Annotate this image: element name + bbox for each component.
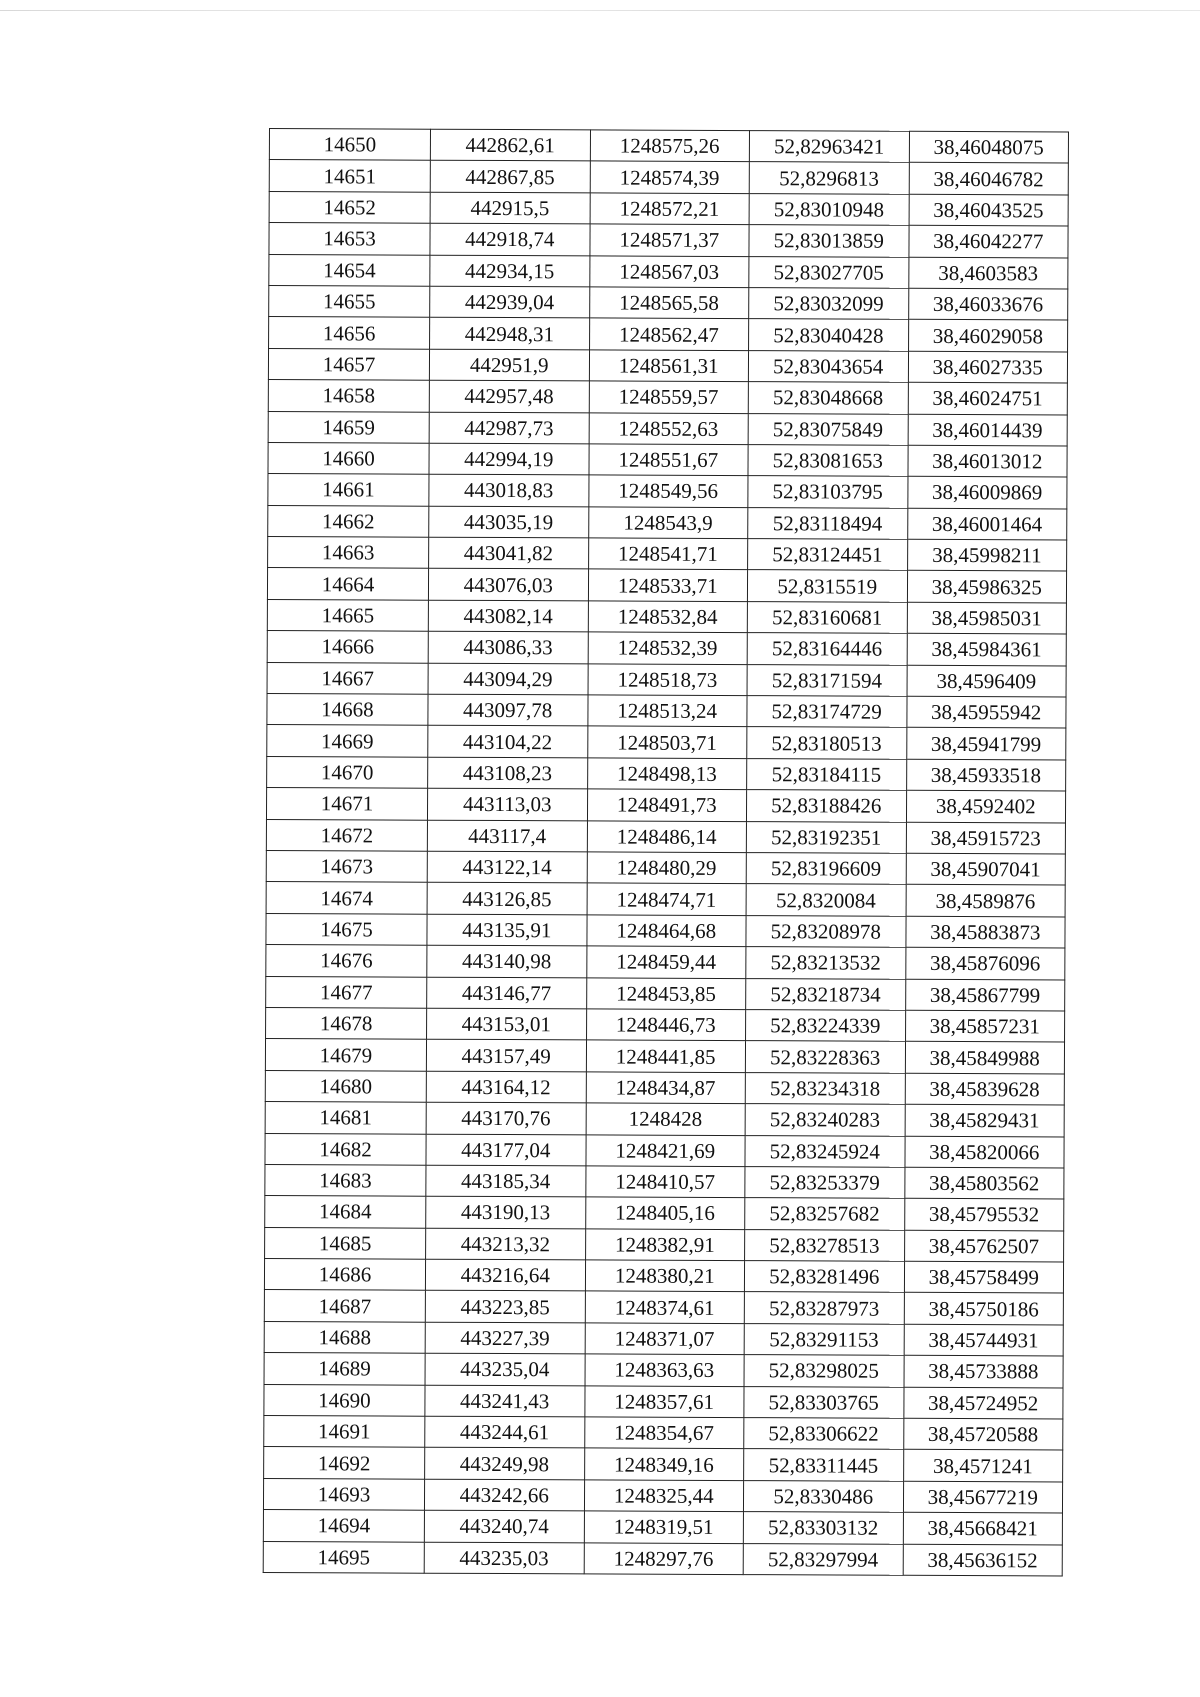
- table-row: [266, 850, 1065, 885]
- longitude-cell: 38,45915723: [906, 822, 1066, 854]
- y-coordinate-cell: 1248371,07: [585, 1323, 745, 1355]
- x-coordinate-cell: 443140,98: [427, 945, 587, 977]
- x-coordinate-cell: 443235,03: [424, 1542, 584, 1574]
- latitude-cell: 52,8315519: [747, 570, 907, 602]
- longitude-cell: 38,45941799: [906, 728, 1066, 760]
- point-number-cell: 14677: [266, 976, 427, 1008]
- point-number-cell: 14655: [269, 285, 430, 317]
- longitude-cell: 38,46048075: [909, 131, 1069, 163]
- latitude-cell: 52,83171594: [747, 664, 907, 696]
- point-number-cell: 14654: [269, 254, 430, 286]
- point-number-cell: 14688: [264, 1321, 425, 1353]
- point-number-cell: 14666: [267, 631, 428, 663]
- table-row: [263, 1510, 1062, 1545]
- longitude-cell: 38,45733888: [904, 1356, 1064, 1388]
- latitude-cell: 52,83103795: [748, 476, 908, 508]
- x-coordinate-cell: 442951,9: [429, 349, 589, 381]
- y-coordinate-cell: 1248441,85: [586, 1040, 746, 1072]
- latitude-cell: 52,82963421: [749, 131, 909, 163]
- longitude-cell: 38,45750186: [904, 1293, 1064, 1325]
- y-coordinate-cell: 1248446,73: [586, 1009, 746, 1041]
- latitude-cell: 52,83303132: [743, 1512, 903, 1544]
- y-coordinate-cell: 1248357,61: [584, 1386, 744, 1418]
- longitude-cell: 38,46014439: [908, 414, 1068, 446]
- table-row: [265, 1070, 1064, 1105]
- longitude-cell: 38,45668421: [903, 1512, 1063, 1544]
- longitude-cell: 38,45883873: [905, 916, 1065, 948]
- latitude-cell: 52,83118494: [748, 507, 908, 539]
- longitude-cell: 38,45867799: [905, 979, 1065, 1011]
- y-coordinate-cell: 1248575,26: [590, 130, 750, 162]
- table-row: [268, 537, 1067, 572]
- latitude-cell: 52,83208978: [746, 915, 906, 947]
- y-coordinate-cell: 1248374,61: [585, 1291, 745, 1323]
- latitude-cell: 52,83303765: [744, 1386, 904, 1418]
- latitude-cell: 52,83287973: [744, 1292, 904, 1324]
- y-coordinate-cell: 1248380,21: [585, 1260, 745, 1292]
- latitude-cell: 52,83081653: [748, 444, 908, 476]
- latitude-cell: 52,8320084: [746, 884, 906, 916]
- longitude-cell: 38,45803562: [904, 1167, 1064, 1199]
- x-coordinate-cell: 443227,39: [425, 1322, 585, 1354]
- x-coordinate-cell: 442915,5: [430, 192, 590, 224]
- x-coordinate-cell: 443249,98: [425, 1448, 585, 1480]
- y-coordinate-cell: 1248498,13: [587, 758, 747, 790]
- table-row: [266, 819, 1065, 854]
- latitude-cell: 52,83013859: [749, 225, 909, 257]
- longitude-cell: 38,46001464: [907, 508, 1067, 540]
- point-number-cell: 14663: [268, 537, 429, 569]
- longitude-cell: 38,45984361: [907, 634, 1067, 666]
- x-coordinate-cell: 443235,04: [425, 1353, 585, 1385]
- point-number-cell: 14695: [263, 1541, 424, 1573]
- x-coordinate-cell: 442987,73: [429, 412, 589, 444]
- coordinates-table-body: [263, 129, 1068, 1576]
- longitude-cell: 38,46042277: [908, 225, 1068, 257]
- latitude-cell: 52,83278513: [745, 1229, 905, 1261]
- y-coordinate-cell: 1248459,44: [586, 946, 746, 978]
- table-row: [268, 442, 1067, 477]
- y-coordinate-cell: 1248363,63: [585, 1354, 745, 1386]
- latitude-cell: 52,83160681: [747, 601, 907, 633]
- x-coordinate-cell: 443113,03: [427, 788, 587, 820]
- longitude-cell: 38,46027335: [908, 351, 1068, 383]
- x-coordinate-cell: 443035,19: [429, 506, 589, 538]
- y-coordinate-cell: 1248543,9: [588, 507, 748, 539]
- table-row: [266, 788, 1065, 823]
- x-coordinate-cell: 442862,61: [430, 129, 590, 161]
- latitude-cell: 52,83218734: [746, 978, 906, 1010]
- latitude-cell: 52,83184115: [747, 758, 907, 790]
- x-coordinate-cell: 443223,85: [425, 1291, 585, 1323]
- latitude-cell: 52,83213532: [746, 947, 906, 979]
- y-coordinate-cell: 1248513,24: [587, 695, 747, 727]
- y-coordinate-cell: 1248574,39: [590, 161, 750, 193]
- longitude-cell: 38,45677219: [903, 1481, 1063, 1513]
- y-coordinate-cell: 1248319,51: [584, 1511, 744, 1543]
- table-row: [264, 1353, 1063, 1388]
- longitude-cell: 38,45849988: [905, 1042, 1065, 1074]
- table-row: [266, 945, 1065, 980]
- point-number-cell: 14672: [266, 819, 427, 851]
- point-number-cell: 14661: [268, 474, 429, 506]
- point-number-cell: 14686: [264, 1259, 425, 1291]
- latitude-cell: 52,83032099: [749, 288, 909, 320]
- latitude-cell: 52,83253379: [745, 1166, 905, 1198]
- longitude-cell: 38,45829431: [905, 1104, 1065, 1136]
- latitude-cell: 52,83298025: [744, 1355, 904, 1387]
- point-number-cell: 14674: [266, 882, 427, 914]
- longitude-cell: 38,4592402: [906, 790, 1066, 822]
- latitude-cell: 52,83010948: [749, 193, 909, 225]
- point-number-cell: 14671: [266, 788, 427, 820]
- point-number-cell: 14685: [265, 1227, 426, 1259]
- latitude-cell: 52,83297994: [743, 1543, 903, 1575]
- x-coordinate-cell: 443082,14: [428, 600, 588, 632]
- point-number-cell: 14659: [268, 411, 429, 443]
- x-coordinate-cell: 443177,04: [426, 1134, 586, 1166]
- x-coordinate-cell: 443157,49: [426, 1040, 586, 1072]
- longitude-cell: 38,45933518: [906, 759, 1066, 791]
- table-row: [265, 1102, 1064, 1137]
- point-number-cell: 14656: [269, 317, 430, 349]
- y-coordinate-cell: 1248541,71: [588, 538, 748, 570]
- point-number-cell: 14669: [267, 725, 428, 757]
- y-coordinate-cell: 1248453,85: [586, 977, 746, 1009]
- latitude-cell: 52,83192351: [746, 821, 906, 853]
- latitude-cell: 52,83311445: [744, 1449, 904, 1481]
- y-coordinate-cell: 1248561,31: [589, 350, 749, 382]
- longitude-cell: 38,45986325: [907, 571, 1067, 603]
- latitude-cell: 52,83257682: [745, 1198, 905, 1230]
- y-coordinate-cell: 1248297,76: [584, 1542, 744, 1574]
- point-number-cell: 14673: [266, 850, 427, 882]
- y-coordinate-cell: 1248486,14: [587, 820, 747, 852]
- y-coordinate-cell: 1248565,58: [589, 287, 749, 319]
- point-number-cell: 14679: [265, 1039, 426, 1071]
- longitude-cell: 38,46024751: [908, 382, 1068, 414]
- x-coordinate-cell: 442918,74: [430, 223, 590, 255]
- y-coordinate-cell: 1248480,29: [587, 852, 747, 884]
- longitude-cell: 38,4589876: [906, 885, 1066, 917]
- table-row: [263, 1478, 1062, 1513]
- point-number-cell: 14675: [266, 913, 427, 945]
- longitude-cell: 38,45955942: [906, 696, 1066, 728]
- table-row: [267, 662, 1066, 697]
- longitude-cell: 38,45985031: [907, 602, 1067, 634]
- x-coordinate-cell: 443097,78: [428, 694, 588, 726]
- x-coordinate-cell: 443170,76: [426, 1102, 586, 1134]
- x-coordinate-cell: 443122,14: [427, 851, 587, 883]
- y-coordinate-cell: 1248491,73: [587, 789, 747, 821]
- longitude-cell: 38,45744931: [904, 1324, 1064, 1356]
- x-coordinate-cell: 443241,43: [425, 1385, 585, 1417]
- longitude-cell: 38,46009869: [907, 477, 1067, 509]
- longitude-cell: 38,46046782: [909, 163, 1069, 195]
- point-number-cell: 14681: [265, 1102, 426, 1134]
- longitude-cell: 38,45720588: [903, 1418, 1063, 1450]
- point-number-cell: 14676: [266, 945, 427, 977]
- y-coordinate-cell: 1248532,84: [588, 601, 748, 633]
- table-row: [268, 348, 1067, 383]
- y-coordinate-cell: 1248571,37: [589, 224, 749, 256]
- table-row: [268, 411, 1067, 446]
- latitude-cell: 52,83180513: [747, 727, 907, 759]
- table-row: [269, 129, 1068, 164]
- latitude-cell: 52,83164446: [747, 633, 907, 665]
- table-row: [265, 1039, 1064, 1074]
- longitude-cell: 38,45876096: [905, 947, 1065, 979]
- point-number-cell: 14668: [267, 694, 428, 726]
- longitude-cell: 38,4603583: [908, 257, 1068, 289]
- point-number-cell: 14664: [267, 568, 428, 600]
- x-coordinate-cell: 443216,64: [425, 1259, 585, 1291]
- table-row: [267, 599, 1066, 634]
- x-coordinate-cell: 443153,01: [427, 1008, 587, 1040]
- table-row: [266, 882, 1065, 917]
- latitude-cell: 52,83245924: [745, 1135, 905, 1167]
- x-coordinate-cell: 443164,12: [426, 1071, 586, 1103]
- x-coordinate-cell: 443126,85: [427, 883, 587, 915]
- y-coordinate-cell: 1248572,21: [590, 193, 750, 225]
- table-row: [266, 1007, 1065, 1042]
- table-row: [269, 317, 1068, 352]
- latitude-cell: 52,8330486: [743, 1480, 903, 1512]
- y-coordinate-cell: 1248382,91: [585, 1229, 745, 1261]
- y-coordinate-cell: 1248410,57: [585, 1166, 745, 1198]
- coordinates-table: [263, 128, 1069, 1576]
- table-row: [269, 254, 1068, 289]
- x-coordinate-cell: 443240,74: [424, 1510, 584, 1542]
- x-coordinate-cell: 443185,34: [426, 1165, 586, 1197]
- point-number-cell: 14690: [264, 1384, 425, 1416]
- latitude-cell: 52,83228363: [745, 1041, 905, 1073]
- longitude-cell: 38,45839628: [905, 1073, 1065, 1105]
- point-number-cell: 14692: [264, 1447, 425, 1479]
- table-row: [268, 474, 1067, 509]
- point-number-cell: 14691: [264, 1416, 425, 1448]
- longitude-cell: 38,45724952: [903, 1387, 1063, 1419]
- table-row: [266, 976, 1065, 1011]
- table-row: [264, 1416, 1063, 1451]
- longitude-cell: 38,45762507: [904, 1230, 1064, 1262]
- table-row: [267, 568, 1066, 603]
- table-row: [269, 191, 1068, 226]
- point-number-cell: 14651: [269, 160, 430, 192]
- x-coordinate-cell: 443108,23: [428, 757, 588, 789]
- table-row: [266, 913, 1065, 948]
- y-coordinate-cell: 1248567,03: [589, 255, 749, 287]
- table-row: [267, 756, 1066, 791]
- table-row: [264, 1321, 1063, 1356]
- y-coordinate-cell: 1248405,16: [585, 1197, 745, 1229]
- x-coordinate-cell: 443190,13: [426, 1196, 586, 1228]
- document-page: [263, 128, 1069, 1576]
- y-coordinate-cell: 1248421,69: [585, 1134, 745, 1166]
- longitude-cell: 38,45795532: [904, 1199, 1064, 1231]
- x-coordinate-cell: 443018,83: [429, 474, 589, 506]
- y-coordinate-cell: 1248428: [586, 1103, 746, 1135]
- longitude-cell: 38,45907041: [906, 853, 1066, 885]
- scan-edge-line: [0, 10, 1200, 11]
- point-number-cell: 14670: [267, 756, 428, 788]
- y-coordinate-cell: 1248434,87: [586, 1072, 746, 1104]
- latitude-cell: 52,83306622: [744, 1418, 904, 1450]
- longitude-cell: 38,45758499: [904, 1261, 1064, 1293]
- latitude-cell: 52,83075849: [748, 413, 908, 445]
- point-number-cell: 14689: [264, 1353, 425, 1385]
- longitude-cell: 38,4571241: [903, 1450, 1063, 1482]
- table-row: [264, 1447, 1063, 1482]
- table-row: [264, 1259, 1063, 1294]
- point-number-cell: 14662: [268, 505, 429, 537]
- y-coordinate-cell: 1248325,44: [584, 1480, 744, 1512]
- x-coordinate-cell: 442867,85: [430, 161, 590, 193]
- latitude-cell: 52,83291153: [744, 1323, 904, 1355]
- latitude-cell: 52,83043654: [748, 350, 908, 382]
- x-coordinate-cell: 443041,82: [429, 537, 589, 569]
- x-coordinate-cell: 442948,31: [430, 318, 590, 350]
- table-row: [269, 160, 1068, 195]
- longitude-cell: 38,45636152: [903, 1544, 1063, 1576]
- point-number-cell: 14653: [269, 223, 430, 255]
- x-coordinate-cell: 443086,33: [428, 631, 588, 663]
- y-coordinate-cell: 1248464,68: [586, 915, 746, 947]
- point-number-cell: 14678: [266, 1007, 427, 1039]
- latitude-cell: 52,8296813: [749, 162, 909, 194]
- table-row: [267, 694, 1066, 729]
- point-number-cell: 14683: [265, 1164, 426, 1196]
- y-coordinate-cell: 1248354,67: [584, 1417, 744, 1449]
- table-row: [269, 223, 1068, 258]
- y-coordinate-cell: 1248559,57: [589, 381, 749, 413]
- longitude-cell: 38,46043525: [909, 194, 1069, 226]
- point-number-cell: 14682: [265, 1133, 426, 1165]
- longitude-cell: 38,45998211: [907, 539, 1067, 571]
- point-number-cell: 14694: [263, 1510, 424, 1542]
- x-coordinate-cell: 443242,66: [424, 1479, 584, 1511]
- longitude-cell: 38,46029058: [908, 320, 1068, 352]
- table-row: [263, 1541, 1062, 1576]
- y-coordinate-cell: 1248562,47: [589, 318, 749, 350]
- table-row: [265, 1227, 1064, 1262]
- y-coordinate-cell: 1248474,71: [587, 883, 747, 915]
- point-number-cell: 14680: [265, 1070, 426, 1102]
- table-row: [264, 1290, 1063, 1325]
- table-row: [264, 1384, 1063, 1419]
- latitude-cell: 52,83281496: [744, 1261, 904, 1293]
- latitude-cell: 52,83174729: [747, 696, 907, 728]
- point-number-cell: 14693: [263, 1478, 424, 1510]
- x-coordinate-cell: 443094,29: [428, 663, 588, 695]
- point-number-cell: 14667: [267, 662, 428, 694]
- point-number-cell: 14665: [267, 599, 428, 631]
- point-number-cell: 14684: [265, 1196, 426, 1228]
- x-coordinate-cell: 442957,48: [429, 380, 589, 412]
- x-coordinate-cell: 443076,03: [428, 569, 588, 601]
- point-number-cell: 14657: [268, 348, 429, 380]
- latitude-cell: 52,83027705: [749, 256, 909, 288]
- table-row: [268, 380, 1067, 415]
- latitude-cell: 52,83240283: [745, 1104, 905, 1136]
- x-coordinate-cell: 443213,32: [426, 1228, 586, 1260]
- x-coordinate-cell: 443244,61: [425, 1416, 585, 1448]
- table-row: [265, 1133, 1064, 1168]
- x-coordinate-cell: 443135,91: [427, 914, 587, 946]
- longitude-cell: 38,4596409: [907, 665, 1067, 697]
- x-coordinate-cell: 442934,15: [430, 255, 590, 287]
- point-number-cell: 14687: [264, 1290, 425, 1322]
- y-coordinate-cell: 1248552,63: [589, 412, 749, 444]
- longitude-cell: 38,45820066: [904, 1136, 1064, 1168]
- y-coordinate-cell: 1248551,67: [588, 444, 748, 476]
- latitude-cell: 52,83234318: [745, 1072, 905, 1104]
- latitude-cell: 52,83124451: [748, 539, 908, 571]
- x-coordinate-cell: 443104,22: [428, 726, 588, 758]
- point-number-cell: 14650: [269, 129, 430, 161]
- table-row: [268, 505, 1067, 540]
- latitude-cell: 52,83188426: [746, 790, 906, 822]
- y-coordinate-cell: 1248532,39: [588, 632, 748, 664]
- x-coordinate-cell: 443146,77: [427, 977, 587, 1009]
- latitude-cell: 52,83048668: [748, 382, 908, 414]
- table-row: [265, 1164, 1064, 1199]
- table-row: [267, 725, 1066, 760]
- x-coordinate-cell: 442994,19: [429, 443, 589, 475]
- y-coordinate-cell: 1248518,73: [588, 664, 748, 696]
- latitude-cell: 52,83196609: [746, 853, 906, 885]
- table-row: [267, 631, 1066, 666]
- longitude-cell: 38,46033676: [908, 288, 1068, 320]
- point-number-cell: 14660: [268, 442, 429, 474]
- table-row: [265, 1196, 1064, 1231]
- longitude-cell: 38,45857231: [905, 1010, 1065, 1042]
- y-coordinate-cell: 1248349,16: [584, 1448, 744, 1480]
- y-coordinate-cell: 1248549,56: [588, 475, 748, 507]
- y-coordinate-cell: 1248533,71: [588, 569, 748, 601]
- point-number-cell: 14658: [268, 380, 429, 412]
- latitude-cell: 52,83040428: [749, 319, 909, 351]
- y-coordinate-cell: 1248503,71: [587, 726, 747, 758]
- latitude-cell: 52,83224339: [746, 1010, 906, 1042]
- longitude-cell: 38,46013012: [907, 445, 1067, 477]
- x-coordinate-cell: 443117,4: [427, 820, 587, 852]
- table-row: [269, 285, 1068, 320]
- point-number-cell: 14652: [269, 191, 430, 223]
- x-coordinate-cell: 442939,04: [430, 286, 590, 318]
